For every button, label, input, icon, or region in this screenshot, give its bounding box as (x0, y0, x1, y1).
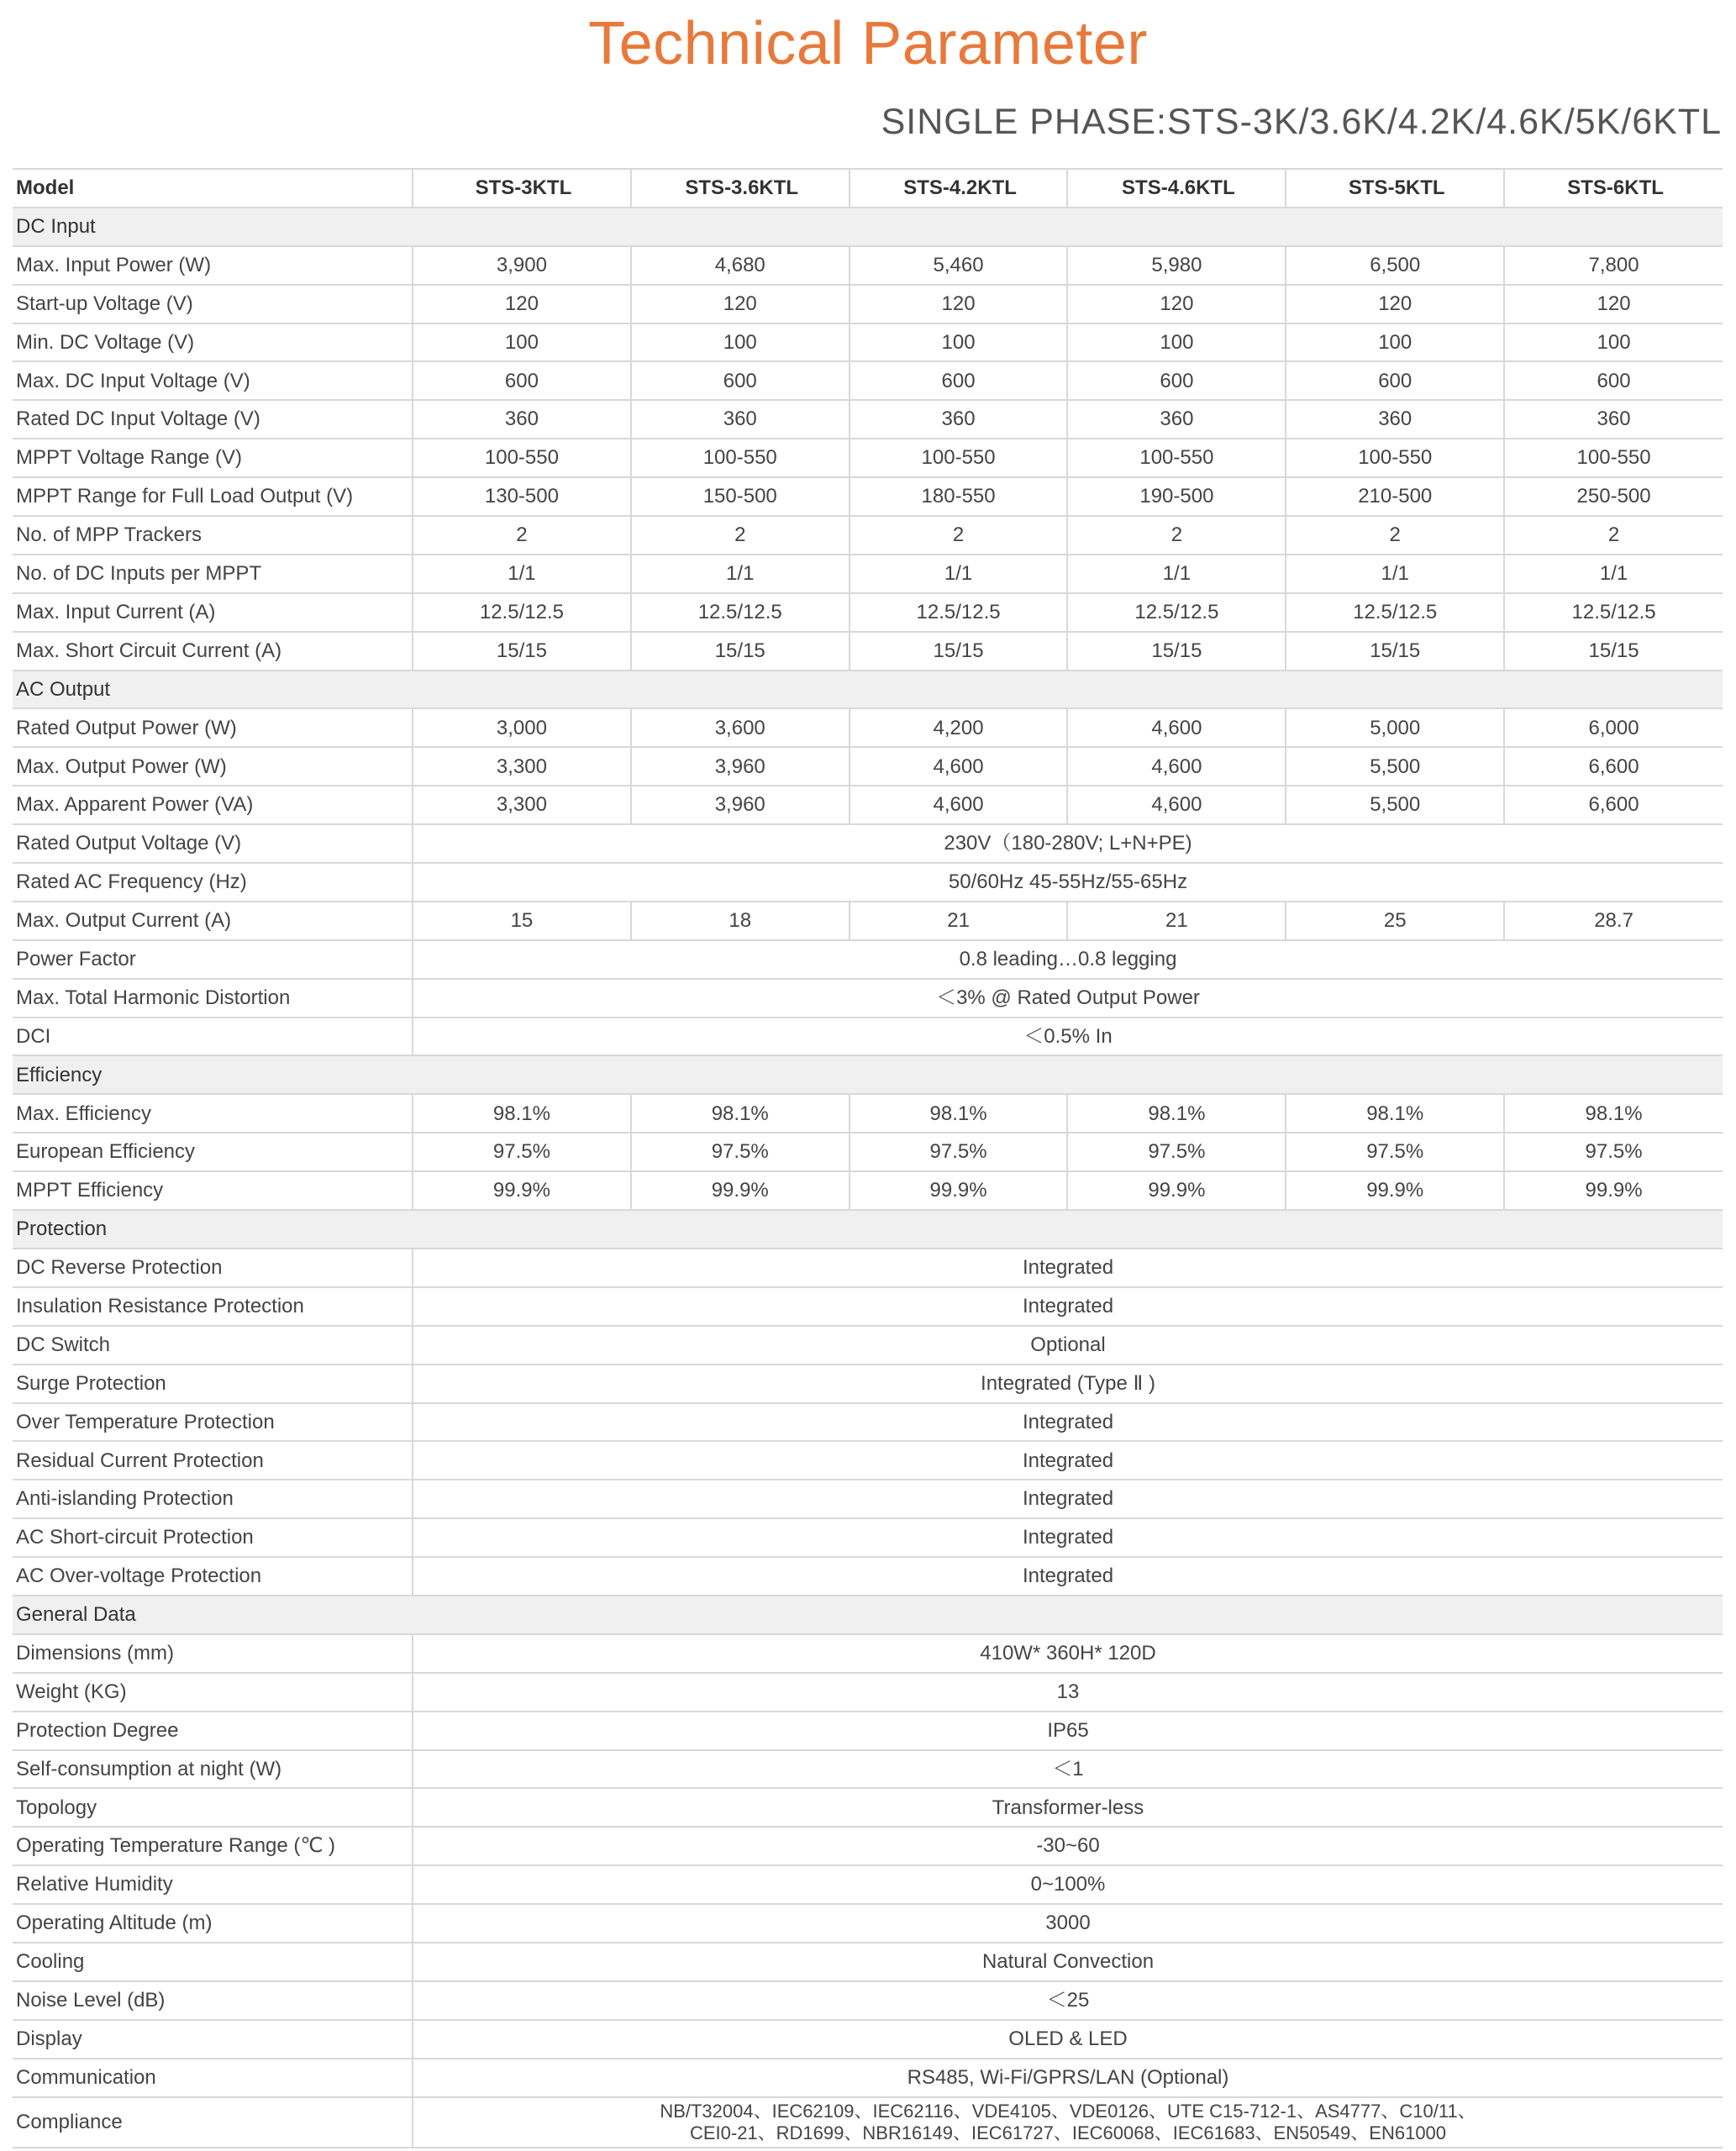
table-cell: 5,500 (1286, 786, 1504, 824)
table-row (13, 1788, 1723, 1827)
table-cell: 3,900 (413, 246, 631, 285)
table-cell: 1/1 (631, 555, 850, 593)
table-cell: 2 (850, 516, 1068, 555)
table-cell: 15/15 (850, 632, 1068, 671)
spec-table (13, 168, 1723, 2148)
row-label: European Efficiency (13, 1133, 413, 1171)
row-label: Start-up Voltage (V) (13, 285, 413, 323)
table-cell: 12.5/12.5 (631, 593, 850, 632)
row-label: Topology (13, 1788, 413, 1827)
merged-cell: 410W* 360H* 120D (413, 1634, 1723, 1673)
model-header: STS-5KTL (1286, 169, 1504, 208)
page-title: Technical Parameter (588, 10, 1148, 77)
table-cell: 1/1 (850, 555, 1068, 593)
merged-cell: Transformer-less (413, 1788, 1723, 1827)
table-cell: 97.5% (631, 1133, 850, 1171)
table-cell: 6,000 (1504, 708, 1723, 747)
merged-cell: Integrated (413, 1403, 1723, 1442)
table-row (13, 979, 1723, 1018)
merged-cell: 50/60Hz 45-55Hz/55-65Hz (413, 863, 1723, 902)
table-cell: 360 (413, 400, 631, 439)
table-cell: 360 (1067, 400, 1286, 439)
merged-cell: ＜25 (413, 1981, 1723, 2020)
table-row (13, 1441, 1723, 1480)
row-label: Max. Apparent Power (VA) (13, 786, 413, 824)
table-row (13, 1943, 1723, 1981)
table-cell: 250-500 (1504, 477, 1723, 516)
table-cell: 100-550 (413, 439, 631, 477)
row-label: Min. DC Voltage (V) (13, 323, 413, 362)
table-row (13, 246, 1723, 285)
table-row (13, 632, 1723, 671)
model-header: STS-3KTL (413, 169, 631, 208)
table-cell: 4,200 (850, 708, 1068, 747)
merged-cell: 0.8 leading…0.8 legging (413, 940, 1723, 979)
table-row (13, 2059, 1723, 2097)
table-cell: 1/1 (1504, 555, 1723, 593)
table-cell: 600 (413, 361, 631, 400)
row-label: Over Temperature Protection (13, 1403, 413, 1442)
row-label: AC Short-circuit Protection (13, 1518, 413, 1557)
table-row (13, 2020, 1723, 2059)
table-row (13, 708, 1723, 747)
table-cell: 28.7 (1504, 902, 1723, 940)
table-cell: 600 (1286, 361, 1504, 400)
table-cell: 100 (1286, 323, 1504, 362)
table-row (13, 439, 1723, 477)
table-cell: 12.5/12.5 (1067, 593, 1286, 632)
table-cell: 5,460 (850, 246, 1068, 285)
table-row (13, 400, 1723, 439)
table-cell: 120 (631, 285, 850, 323)
model-header: STS-6KTL (1504, 169, 1723, 208)
table-row (13, 2097, 1723, 2148)
table-cell: 98.1% (413, 1094, 631, 1133)
merged-cell: Integrated (Type Ⅱ ) (413, 1365, 1723, 1403)
table-cell: 12.5/12.5 (850, 593, 1068, 632)
row-label: Max. Total Harmonic Distortion (13, 979, 413, 1018)
table-cell: 21 (850, 902, 1068, 940)
table-cell: 210-500 (1286, 477, 1504, 516)
table-cell: 2 (1504, 516, 1723, 555)
table-cell: 1/1 (1067, 555, 1286, 593)
section-title: DC Input (13, 208, 1723, 246)
table-cell: 4,600 (1067, 786, 1286, 824)
table-cell: 3,300 (413, 786, 631, 824)
table-row (13, 1981, 1723, 2020)
row-label: No. of DC Inputs per MPPT (13, 555, 413, 593)
table-cell: 4,600 (1067, 708, 1286, 747)
model-header: STS-3.6KTL (631, 169, 850, 208)
merged-cell (413, 2097, 1723, 2148)
page-subtitle: SINGLE PHASE:STS-3K/3.6K/4.2K/4.6K/5K/6KTL (881, 102, 1722, 142)
table-cell: 15/15 (1504, 632, 1723, 671)
table-cell: 100-550 (1286, 439, 1504, 477)
table-cell: 1/1 (413, 555, 631, 593)
table-row (13, 1865, 1723, 1904)
table-cell: 5,000 (1286, 708, 1504, 747)
table-cell: 97.5% (1067, 1133, 1286, 1171)
table-row (13, 824, 1723, 863)
table-cell: 98.1% (1067, 1094, 1286, 1133)
table-cell: 3,960 (631, 747, 850, 786)
table-cell: 98.1% (1504, 1094, 1723, 1133)
table-cell: 100-550 (1504, 439, 1723, 477)
table-cell: 3,600 (631, 708, 850, 747)
row-label: Max. DC Input Voltage (V) (13, 361, 413, 400)
table-header-row (13, 169, 1723, 208)
table-row (13, 1518, 1723, 1557)
row-label: Max. Input Current (A) (13, 593, 413, 632)
table-cell: 15 (413, 902, 631, 940)
table-row (13, 1634, 1723, 1673)
table-cell: 15/15 (1286, 632, 1504, 671)
row-label: Rated AC Frequency (Hz) (13, 863, 413, 902)
table-cell: 6,500 (1286, 246, 1504, 285)
table-cell: 15/15 (413, 632, 631, 671)
table-cell: 120 (1067, 285, 1286, 323)
merged-cell: OLED & LED (413, 2020, 1723, 2059)
row-label: Rated Output Voltage (V) (13, 824, 413, 863)
table-cell: 97.5% (413, 1133, 631, 1171)
merged-cell: ＜0.5% In (413, 1018, 1723, 1056)
row-label: DCI (13, 1018, 413, 1056)
merged-cell: 3000 (413, 1904, 1723, 1943)
merged-cell: Integrated (413, 1480, 1723, 1518)
table-cell: 5,500 (1286, 747, 1504, 786)
table-cell: 120 (413, 285, 631, 323)
table-cell: 600 (1504, 361, 1723, 400)
section-title: AC Output (13, 671, 1723, 709)
table-cell: 600 (1067, 361, 1286, 400)
table-cell: 12.5/12.5 (413, 593, 631, 632)
table-row (13, 323, 1723, 362)
table-cell: 190-500 (1067, 477, 1286, 516)
table-cell: 180-550 (850, 477, 1068, 516)
row-label: Rated DC Input Voltage (V) (13, 400, 413, 439)
table-row (13, 1557, 1723, 1596)
row-label: Anti-islanding Protection (13, 1480, 413, 1518)
merged-cell-line: NB/T32004、IEC62109、IEC62116、VDE4105、VDE0126、UTE C15-712-1、AS4777、C10/11、 (660, 2101, 1476, 2122)
table-cell: 3,000 (413, 708, 631, 747)
table-cell: 4,680 (631, 246, 850, 285)
table-cell: 99.9% (413, 1171, 631, 1210)
table-cell: 130-500 (413, 477, 631, 516)
table-cell: 100 (850, 323, 1068, 362)
table-row (13, 1171, 1723, 1210)
row-label: Protection Degree (13, 1712, 413, 1750)
table-row (13, 747, 1723, 786)
merged-cell: RS485, Wi-Fi/GPRS/LAN (Optional) (413, 2059, 1723, 2097)
row-label: Rated Output Power (W) (13, 708, 413, 747)
row-label: Residual Current Protection (13, 1441, 413, 1480)
section-title: Efficiency (13, 1055, 1723, 1094)
table-cell: 98.1% (631, 1094, 850, 1133)
table-cell: 1/1 (1286, 555, 1504, 593)
table-row (13, 1750, 1723, 1789)
row-label: DC Switch (13, 1326, 413, 1365)
table-cell: 7,800 (1504, 246, 1723, 285)
section-row (13, 1596, 1723, 1634)
table-cell: 100-550 (850, 439, 1068, 477)
table-cell: 4,600 (850, 747, 1068, 786)
table-row (13, 1480, 1723, 1518)
table-cell: 100 (631, 323, 850, 362)
table-row (13, 786, 1723, 824)
section-row (13, 1055, 1723, 1094)
table-cell: 99.9% (1504, 1171, 1723, 1210)
table-cell: 2 (1286, 516, 1504, 555)
table-cell: 12.5/12.5 (1286, 593, 1504, 632)
spec-table-body (13, 208, 1723, 2148)
table-cell: 100 (413, 323, 631, 362)
row-label: Relative Humidity (13, 1865, 413, 1904)
table-row (13, 1365, 1723, 1403)
row-label: Max. Efficiency (13, 1094, 413, 1133)
row-label: Display (13, 2020, 413, 2059)
table-row (13, 1326, 1723, 1365)
table-cell: 21 (1067, 902, 1286, 940)
table-cell: 120 (1504, 285, 1723, 323)
table-cell: 2 (631, 516, 850, 555)
merged-cell: ＜3% @ Rated Output Power (413, 979, 1723, 1018)
table-cell: 99.9% (1067, 1171, 1286, 1210)
merged-cell: Integrated (413, 1287, 1723, 1326)
row-label: DC Reverse Protection (13, 1249, 413, 1287)
table-cell: 18 (631, 902, 850, 940)
table-cell: 5,980 (1067, 246, 1286, 285)
table-cell: 99.9% (1286, 1171, 1504, 1210)
table-cell: 600 (850, 361, 1068, 400)
table-row (13, 1673, 1723, 1712)
row-label: Insulation Resistance Protection (13, 1287, 413, 1326)
table-row (13, 361, 1723, 400)
merged-cell: Integrated (413, 1557, 1723, 1596)
table-row (13, 1287, 1723, 1326)
table-cell: 2 (413, 516, 631, 555)
table-row (13, 1249, 1723, 1287)
table-row (13, 902, 1723, 940)
merged-cell: Natural Convection (413, 1943, 1723, 1981)
table-cell: 12.5/12.5 (1504, 593, 1723, 632)
table-cell: 2 (1067, 516, 1286, 555)
merged-cell: Integrated (413, 1441, 1723, 1480)
merged-cell: 230V（180-280V; L+N+PE) (413, 824, 1723, 863)
row-label: Noise Level (dB) (13, 1981, 413, 2020)
row-label: Dimensions (mm) (13, 1634, 413, 1673)
table-row (13, 555, 1723, 593)
row-label: Weight (KG) (13, 1673, 413, 1712)
table-row (13, 1904, 1723, 1943)
table-row (13, 593, 1723, 632)
table-cell: 6,600 (1504, 786, 1723, 824)
table-cell: 360 (631, 400, 850, 439)
table-row (13, 1827, 1723, 1865)
row-label: MPPT Voltage Range (V) (13, 439, 413, 477)
model-header: STS-4.6KTL (1067, 169, 1286, 208)
table-cell: 97.5% (1286, 1133, 1504, 1171)
section-row (13, 208, 1723, 246)
table-cell: 100-550 (631, 439, 850, 477)
table-cell: 6,600 (1504, 747, 1723, 786)
header-label: Model (13, 169, 413, 208)
section-title: General Data (13, 1596, 1723, 1634)
row-label: Compliance (13, 2097, 413, 2148)
merged-cell: ＜1 (413, 1750, 1723, 1789)
table-cell: 4,600 (1067, 747, 1286, 786)
table-cell: 120 (850, 285, 1068, 323)
table-row (13, 1018, 1723, 1056)
row-label: Max. Output Power (W) (13, 747, 413, 786)
row-label: Self-consumption at night (W) (13, 1750, 413, 1789)
row-label: Communication (13, 2059, 413, 2097)
table-row (13, 1712, 1723, 1750)
table-cell: 100-550 (1067, 439, 1286, 477)
table-cell: 99.9% (631, 1171, 850, 1210)
merged-cell: Integrated (413, 1249, 1723, 1287)
section-row (13, 1210, 1723, 1249)
table-cell: 98.1% (1286, 1094, 1504, 1133)
table-cell: 4,600 (850, 786, 1068, 824)
row-label: AC Over-voltage Protection (13, 1557, 413, 1596)
merged-cell-line: CEI0-21、RD1699、NBR16149、IEC61727、IEC60068、IEC61683、EN50549、EN61000 (689, 2122, 1447, 2143)
row-label: Surge Protection (13, 1365, 413, 1403)
table-row (13, 1094, 1723, 1133)
table-row (13, 1403, 1723, 1442)
merged-cell: 0~100% (413, 1865, 1723, 1904)
merged-cell: Optional (413, 1326, 1723, 1365)
table-cell: 98.1% (850, 1094, 1068, 1133)
table-cell: 3,960 (631, 786, 850, 824)
row-label: Cooling (13, 1943, 413, 1981)
row-label: No. of MPP Trackers (13, 516, 413, 555)
merged-cell: 13 (413, 1673, 1723, 1712)
model-header: STS-4.2KTL (850, 169, 1068, 208)
table-row (13, 285, 1723, 323)
merged-cell: Integrated (413, 1518, 1723, 1557)
table-cell: 25 (1286, 902, 1504, 940)
table-cell: 15/15 (631, 632, 850, 671)
table-row (13, 516, 1723, 555)
row-label: Max. Short Circuit Current (A) (13, 632, 413, 671)
table-cell: 97.5% (850, 1133, 1068, 1171)
table-cell: 100 (1067, 323, 1286, 362)
table-row (13, 1133, 1723, 1171)
table-cell: 99.9% (850, 1171, 1068, 1210)
table-cell: 150-500 (631, 477, 850, 516)
table-row (13, 863, 1723, 902)
table-row (13, 940, 1723, 979)
table-cell: 360 (1504, 400, 1723, 439)
table-cell: 360 (1286, 400, 1504, 439)
merged-cell: -30~60 (413, 1827, 1723, 1865)
section-row (13, 671, 1723, 709)
table-cell: 360 (850, 400, 1068, 439)
table-cell: 100 (1504, 323, 1723, 362)
row-label: Operating Temperature Range (℃ ) (13, 1827, 413, 1865)
table-row (13, 477, 1723, 516)
merged-cell: IP65 (413, 1712, 1723, 1750)
row-label: Max. Output Current (A) (13, 902, 413, 940)
row-label: Operating Altitude (m) (13, 1904, 413, 1943)
table-cell: 3,300 (413, 747, 631, 786)
row-label: MPPT Range for Full Load Output (V) (13, 477, 413, 516)
table-cell: 120 (1286, 285, 1504, 323)
section-title: Protection (13, 1210, 1723, 1249)
table-cell: 15/15 (1067, 632, 1286, 671)
table-cell: 600 (631, 361, 850, 400)
row-label: Max. Input Power (W) (13, 246, 413, 285)
row-label: Power Factor (13, 940, 413, 979)
row-label: MPPT Efficiency (13, 1171, 413, 1210)
table-cell: 97.5% (1504, 1133, 1723, 1171)
